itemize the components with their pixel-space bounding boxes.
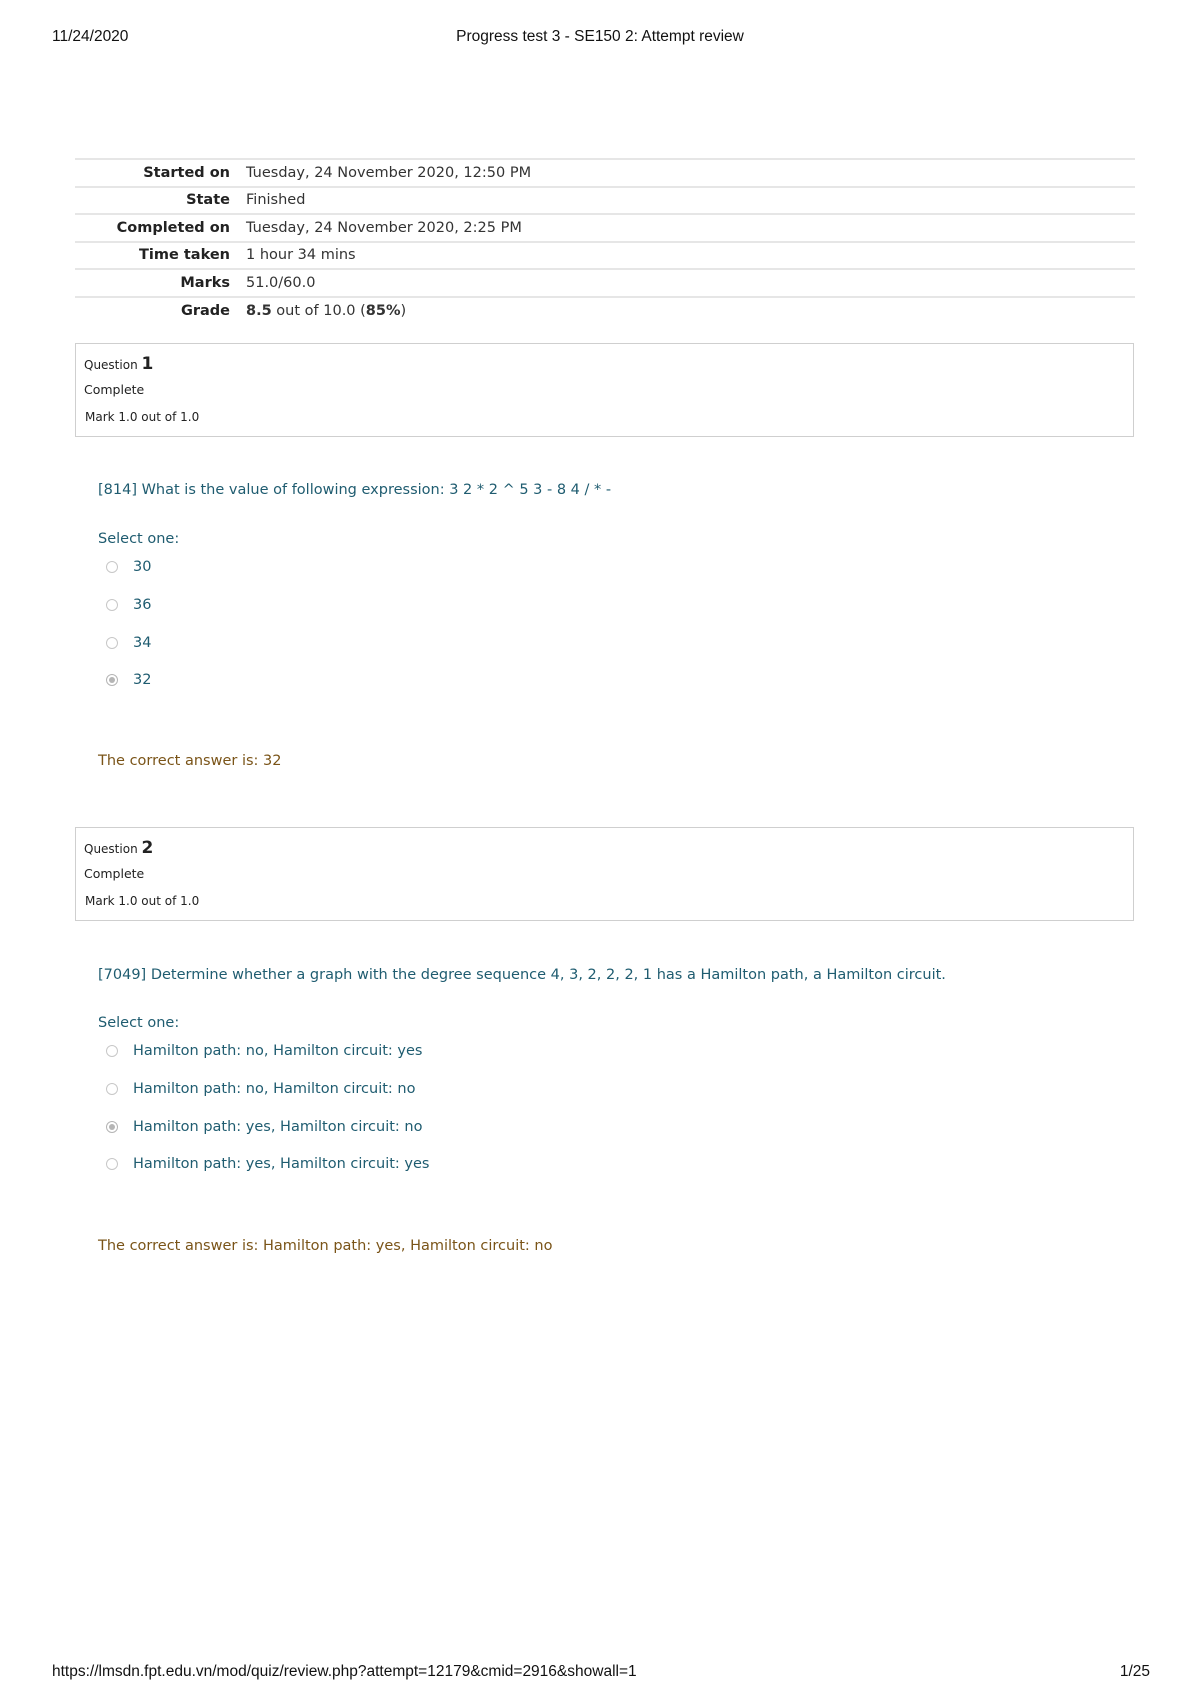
summary-row-state bbox=[75, 187, 1135, 215]
correct-answer-feedback: The correct answer is: 32 bbox=[98, 753, 282, 769]
attempt-summary-table bbox=[75, 158, 1135, 324]
grade-percent: 85% bbox=[365, 302, 401, 319]
answer-option-label: 36 bbox=[133, 597, 152, 613]
summary-row-marks bbox=[75, 269, 1135, 297]
question-number-value: 2 bbox=[141, 838, 154, 858]
summary-row-completed-on bbox=[75, 214, 1135, 242]
question-text: [7049] Determine whether a graph with the degree sequence 4, 3, 2, 2, 2, 1 has a Hamilton path, a Hamilton circuit. bbox=[98, 967, 946, 983]
print-title: Progress test 3 - SE150 2: Attempt review bbox=[456, 28, 744, 45]
select-one-prompt: Select one: bbox=[98, 531, 180, 547]
question-number bbox=[84, 354, 153, 374]
select-one-prompt: Select one: bbox=[98, 1015, 180, 1031]
question-number-value: 1 bbox=[141, 354, 154, 374]
grade-out-of: out of 10.0 ( bbox=[271, 302, 366, 319]
answer-option-label: Hamilton path: yes, Hamilton circuit: no bbox=[133, 1119, 423, 1135]
answer-option[interactable] bbox=[106, 557, 151, 577]
summary-value bbox=[246, 297, 1135, 325]
answer-option-label: Hamilton path: no, Hamilton circuit: yes bbox=[133, 1043, 423, 1059]
question-number bbox=[84, 838, 153, 858]
grade-score: 8.5 bbox=[246, 302, 272, 319]
radio-button[interactable] bbox=[106, 637, 118, 649]
answer-option-label: Hamilton path: yes, Hamilton circuit: yes bbox=[133, 1156, 430, 1172]
answer-option[interactable] bbox=[106, 1079, 415, 1099]
question-info-box bbox=[75, 343, 1134, 437]
summary-label: State bbox=[75, 187, 246, 215]
radio-button[interactable] bbox=[106, 561, 118, 573]
print-header bbox=[0, 28, 1200, 48]
summary-value: Finished bbox=[246, 187, 1135, 215]
answer-option[interactable] bbox=[106, 595, 151, 615]
answer-option[interactable] bbox=[106, 633, 151, 653]
question-text: [814] What is the value of following expression: 3 2 * 2 ^ 5 3 - 8 4 / * - bbox=[98, 482, 612, 498]
answer-option-label: 34 bbox=[133, 635, 152, 651]
question-grade: Mark 1.0 out of 1.0 bbox=[85, 894, 200, 908]
question-state: Complete bbox=[84, 866, 145, 881]
answer-option-label: 32 bbox=[133, 672, 152, 688]
radio-button[interactable] bbox=[106, 1045, 118, 1057]
answer-option[interactable] bbox=[106, 1041, 422, 1061]
question-state: Complete bbox=[84, 382, 145, 397]
print-date: 11/24/2020 bbox=[52, 28, 129, 45]
summary-label: Time taken bbox=[75, 242, 246, 270]
answer-option[interactable] bbox=[106, 1154, 429, 1174]
radio-button[interactable] bbox=[106, 1083, 118, 1095]
summary-row-time-taken bbox=[75, 242, 1135, 270]
summary-value: Tuesday, 24 November 2020, 2:25 PM bbox=[246, 214, 1135, 242]
summary-label: Completed on bbox=[75, 214, 246, 242]
question-label: Question bbox=[84, 842, 138, 856]
question-info-box bbox=[75, 827, 1134, 921]
question-label: Question bbox=[84, 358, 138, 372]
radio-button-checked[interactable] bbox=[106, 1121, 118, 1133]
page-number: 1/25 bbox=[1119, 1663, 1150, 1680]
print-footer bbox=[0, 1663, 1200, 1683]
summary-value: Tuesday, 24 November 2020, 12:50 PM bbox=[246, 159, 1135, 187]
question-grade: Mark 1.0 out of 1.0 bbox=[85, 410, 200, 424]
answer-option-label: 30 bbox=[133, 559, 152, 575]
summary-value: 51.0/60.0 bbox=[246, 269, 1135, 297]
radio-button[interactable] bbox=[106, 1158, 118, 1170]
summary-row-started-on bbox=[75, 159, 1135, 187]
summary-value: 1 hour 34 mins bbox=[246, 242, 1135, 270]
summary-label: Grade bbox=[75, 297, 246, 325]
answer-option[interactable] bbox=[106, 1117, 422, 1137]
summary-row-grade bbox=[75, 297, 1135, 325]
radio-button[interactable] bbox=[106, 599, 118, 611]
answer-option[interactable] bbox=[106, 670, 151, 690]
answer-option-label: Hamilton path: no, Hamilton circuit: no bbox=[133, 1081, 416, 1097]
print-url: https://lmsdn.fpt.edu.vn/mod/quiz/review.php?attempt=12179&cmid=2916&showall=1 bbox=[52, 1663, 637, 1680]
summary-label: Started on bbox=[75, 159, 246, 187]
radio-button-checked[interactable] bbox=[106, 674, 118, 686]
correct-answer-feedback: The correct answer is: Hamilton path: yes, Hamilton circuit: no bbox=[98, 1238, 553, 1254]
grade-close: ) bbox=[400, 302, 407, 319]
summary-label: Marks bbox=[75, 269, 246, 297]
